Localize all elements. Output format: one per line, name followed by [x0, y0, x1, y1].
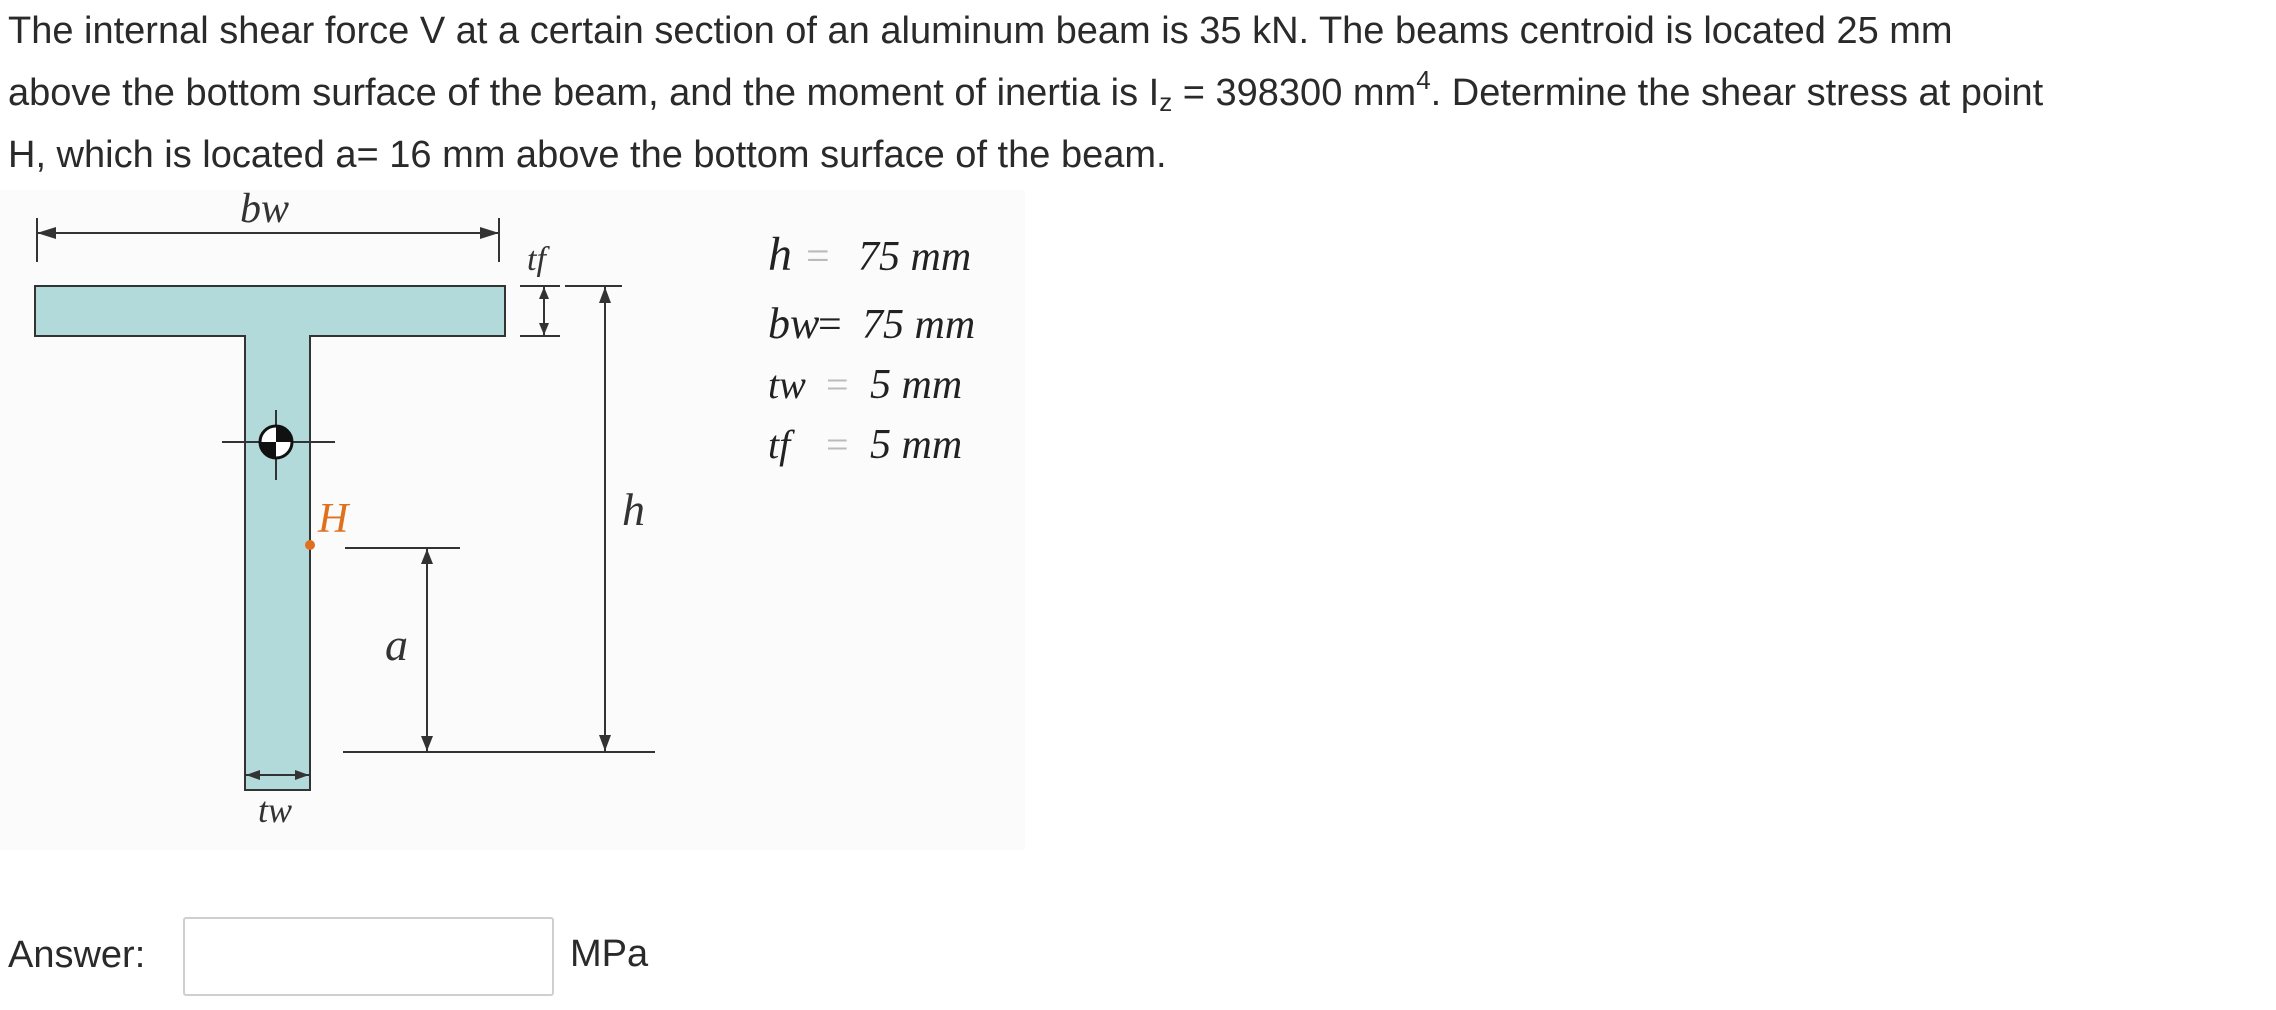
param-tf-sep: =: [826, 422, 849, 467]
bw-label: bw: [240, 186, 290, 232]
tf-label: tf: [527, 241, 546, 278]
tw-label: tw: [258, 790, 293, 830]
answer-input[interactable]: [183, 917, 554, 996]
answer-unit: MPa: [570, 933, 649, 975]
parameter-list: [768, 228, 975, 468]
bw-arrow-left: [37, 227, 56, 239]
param-tw-sep: =: [826, 362, 849, 407]
beam-cross-section: [35, 286, 505, 790]
problem-line-2-text: above the bottom surface of the beam, and the moment of inertia is I: [8, 72, 1160, 114]
a-arrow-top: [421, 549, 433, 564]
answer-label: Answer:: [8, 933, 146, 976]
point-h-label: H: [318, 496, 349, 542]
a-arrow-bottom: [421, 736, 433, 751]
bw-arrow-right: [480, 227, 499, 239]
centroid-icon: [260, 426, 292, 458]
problem-line-2-value: = 398300 mm: [1172, 72, 1417, 114]
answer-row: [8, 915, 145, 995]
param-h-value: 75 mm: [858, 234, 972, 280]
param-h-symbol: h: [768, 228, 792, 281]
param-tf-value: 5 mm: [870, 422, 963, 468]
h-label: h: [622, 484, 645, 535]
tf-arrow-top: [539, 287, 549, 299]
a-label: a: [385, 619, 408, 670]
point-h-marker: [305, 540, 315, 550]
param-h-sep: =: [806, 234, 830, 280]
units-superscript: 4: [1416, 65, 1431, 95]
param-bw-value: 75 mm: [862, 302, 976, 348]
param-bw-symbol: bw: [768, 299, 820, 348]
param-tw-symbol: tw: [768, 362, 806, 407]
param-bw-sep: =: [818, 302, 842, 348]
param-tf-symbol: tf: [768, 422, 791, 467]
h-arrow-bottom: [599, 735, 611, 751]
problem-line-1: The internal shear force V at a certain section of an aluminum beam is 35 kN. The beams centroid is located 25 mm: [8, 10, 1953, 52]
inertia-subscript: z: [1159, 87, 1173, 117]
problem-line-3: H, which is located a= 16 mm above the bottom surface of the beam.: [8, 134, 1167, 176]
param-tw-value: 5 mm: [870, 362, 963, 408]
h-arrow-top: [599, 287, 611, 303]
problem-line-2-end: . Determine the shear stress at point: [1430, 72, 2044, 114]
tf-arrow-bottom: [539, 323, 549, 335]
